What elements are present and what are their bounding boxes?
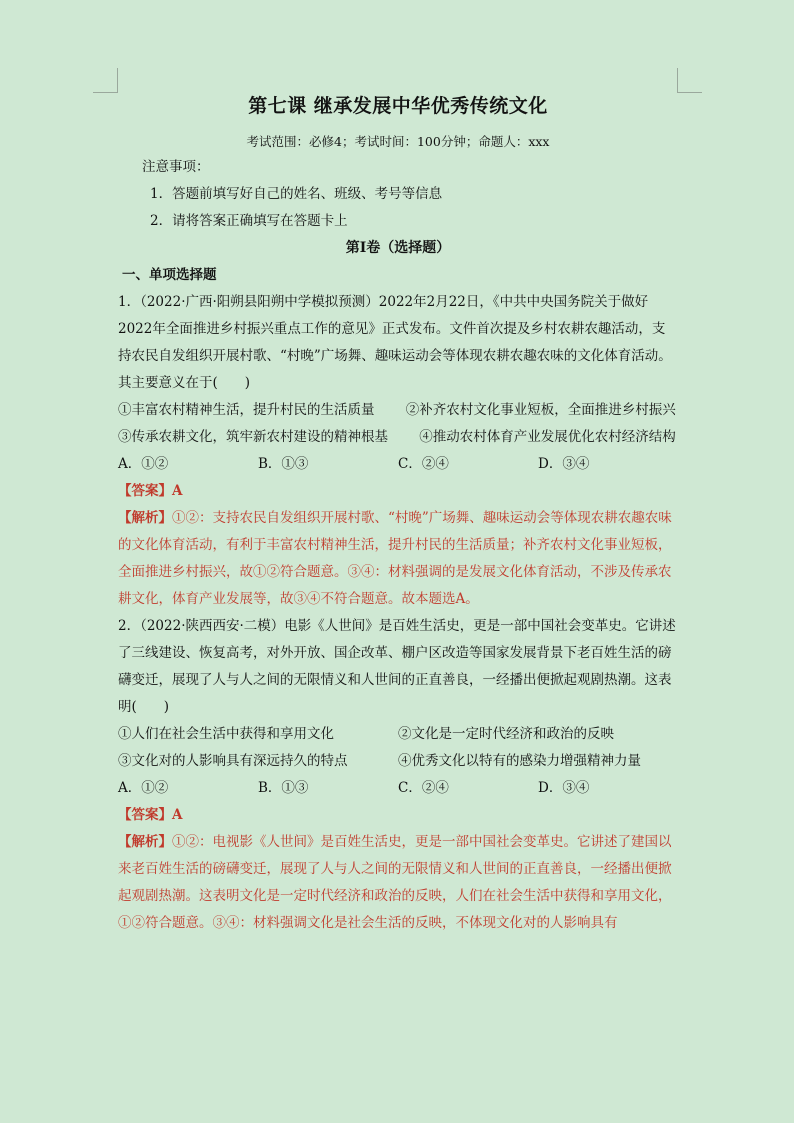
exam-meta: 考试范围：必修4；考试时间：100分钟；命题人：xxx [246, 134, 550, 149]
crop-mark-top-left [93, 68, 118, 93]
analysis-tag: 【解析】 [118, 834, 172, 850]
choice-c: C．②④ [398, 456, 449, 472]
notice-item: 1．答题前填写好自己的姓名、班级、考号等信息 [150, 186, 443, 202]
notice-heading: 注意事项： [142, 159, 210, 175]
question-stem: 2．（2022·陕西西安·二模）电影《人世间》是百姓生活史，更是一部中国社会变革史。它讲述了三线建设、恢复高考，对外开放、国企改革、棚户区改造等国家发展背景下老百姓生活的磅礴变迁，展现了人与人之间的无限情义和人世间的正直善良，一经播出便掀起观剧热潮。这表明( ) [118, 618, 676, 715]
option-row [118, 397, 678, 424]
question-stem: 1．（2022·广西·阳朔县阳朔中学模拟预测）2022年2月22日，《中共中央国务院关于做好2022年全面推进乡村振兴重点工作的意见》正式发布。文件首次提及乡村农耕农趣活动，支持农民自发组织开展村歌、“村晚”广场舞、趣味运动会等体现农耕农趣农味的文化体育活动。其主要意义在于( ) [118, 294, 672, 391]
option-4: ④优秀文化以特有的感染力增强精神力量 [398, 753, 641, 769]
option-3: ③文化对的人影响具有深远持久的特点 [118, 753, 348, 769]
option-row [118, 748, 678, 775]
choice-d: D．③④ [538, 780, 590, 796]
option-2: ②文化是一定时代经济和政治的反映 [398, 726, 614, 742]
analysis-tag: 【解析】 [118, 510, 172, 526]
notice-item: 2．请将答案正确填写在答题卡上 [150, 213, 348, 229]
page-title: 第七课 继承发展中华优秀传统文化 [248, 95, 548, 117]
analysis-text: ①②：支持农民自发组织开展村歌、“村晚”广场舞、趣味运动会等体现农耕农趣农味的文化体育活动，有利于丰富农村精神生活，提升村民的生活质量；补齐农村文化事业短板，全面推进乡村振兴，故①②符合题意。③④：材料强调的是发展文化体育活动，不涉及传承农耕文化，体育产业发展等，故③④不符合题意。故本题选A。 [118, 510, 672, 607]
choice-row [118, 775, 678, 802]
answer: 【答案】A [118, 483, 183, 499]
option-row [118, 721, 678, 748]
question-1 [118, 289, 678, 613]
option-row [118, 424, 678, 451]
choice-b: B．①③ [258, 456, 309, 472]
option-1: ①丰富农村精神生活，提升村民的生活质量 [118, 402, 375, 418]
question-2 [118, 613, 678, 937]
choice-c: C．②④ [398, 780, 449, 796]
crop-mark-top-right [677, 68, 702, 93]
part-title: 一、单项选择题 [122, 267, 217, 283]
answer: 【答案】A [118, 807, 183, 823]
choice-a: A．①② [118, 780, 169, 796]
option-4: ④推动农村体育产业发展优化农村经济结构 [419, 429, 676, 445]
choice-d: D．③④ [538, 456, 590, 472]
document-page [118, 92, 678, 937]
option-3: ③传承农耕文化，筑牢新农村建设的精神根基 [118, 429, 388, 445]
analysis [118, 829, 678, 937]
option-1: ①人们在社会生活中获得和享用文化 [118, 726, 334, 742]
choice-b: B．①③ [258, 780, 309, 796]
section-title: 第I卷（选择题） [345, 240, 451, 256]
choice-row [118, 451, 678, 478]
choice-a: A．①② [118, 456, 169, 472]
option-2: ②补齐农村文化事业短板，全面推进乡村振兴 [405, 402, 676, 418]
analysis-text: ①②：电视影《人世间》是百姓生活史，更是一部中国社会变革史。它讲述了建国以来老百姓生活的磅礴变迁，展现了人与人之间的无限情义和人世间的正直善良，一经播出便掀起观剧热潮。这表明文化是一定时代经济和政治的反映，人们在社会生活中获得和享用文化，①②符合题意。③④：材料强调文化是社会生活的反映，不体现文化对的人影响具有 [118, 834, 672, 931]
analysis [118, 505, 678, 613]
